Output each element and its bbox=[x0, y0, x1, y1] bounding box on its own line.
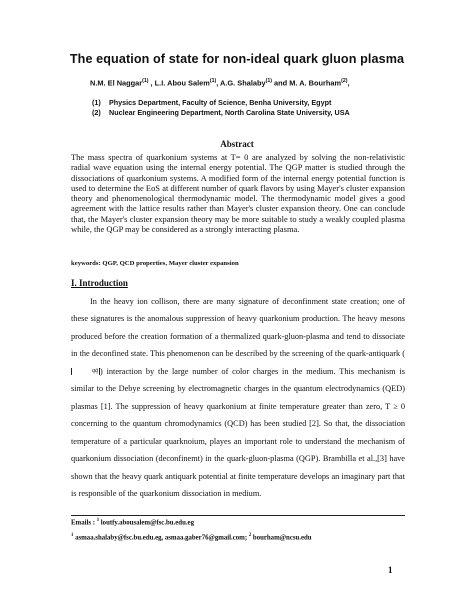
footnote-mark: 1 bbox=[96, 518, 100, 523]
abstract-body: The mass spectra of quarkonium systems at T= 0 are analyzed by solving the non-relativistic radial wave equation using the internal energy potential. The QGP matter is studied through the dissociations of quarkonium systems. A modified form of the internal energy potential function is used to determine the EoS at different number of quark flavors by using Mayer's cluster expansion theory and phenomenological thermodynamic model. The thermodynamic model gives a good agreement with the lattice results rather than Mayer's cluster expansion theory. One can conclude that, the Mayer's cluster expansion theory may be more suitable to study a weakly coupled plasma while, the QGP may be considered as a strongly interacting plasma. bbox=[71, 152, 405, 235]
author-name: L.I. Abou Salem bbox=[154, 78, 210, 88]
author-separator: and bbox=[271, 78, 290, 88]
author-affiliation-mark: (1) bbox=[142, 78, 149, 84]
paper-title: The equation of state for non-ideal quark gluon plasma bbox=[69, 52, 405, 66]
author-name: A.G. Shalaby bbox=[220, 78, 266, 88]
author-separator: , bbox=[347, 78, 350, 88]
introduction-paragraph bbox=[71, 293, 405, 502]
author-separator: , bbox=[148, 78, 155, 88]
intro-text-after: ) interaction by the large number of color charges in the medium. This mechanism is similar to the Debye screening by electromagnetic charges in the quantum electrodynamics (QED) plasmas [1]. The suppression of heavy quarkonium at finite temperature greater than zero, T ≥ 0 concerning to the quantum chromodynamics (QCD) has been studied [2]. So that, the dissociation temperature of a particular quarknoium, playes an important role to understand the mechanism of quarkonium dissociation (deconfinemt) in the quark-gluon-plasma (QGP). Brambilla et al.,[3] have shown that the heavy quark antiquark potential at finite temperature develops an imaginary part that is responsible of the quarkonium dissociation in medium. bbox=[71, 366, 405, 498]
author-list bbox=[90, 78, 430, 87]
email-link: loutfy.abousalem@fsc.bu.edu.eg bbox=[99, 519, 194, 527]
introduction-body bbox=[71, 293, 405, 502]
affiliation-text: Nuclear Engineering Department, North Carolina State University, USA bbox=[109, 108, 350, 117]
intro-text-before: In the heavy ion collison, there are many signature of deconfinment state creation; one of these signatures is the anomalous suppression of heavy quarkonium production. The heavy mesons produced before the creation formation of a thermalized quark-gluon-plasma and tend to dissociate in the deconfined state. This phenomenon can be described by the screening of the quark-antiquark ( bbox=[71, 297, 405, 359]
quark-antiquark-symbol: qq̄ bbox=[71, 368, 100, 375]
page-number: 1 bbox=[388, 565, 393, 575]
footnote-mark: 2 bbox=[248, 533, 252, 538]
section-heading: I. Introduction bbox=[71, 278, 128, 288]
affiliation-line bbox=[92, 108, 432, 117]
affiliation-number: (1) bbox=[92, 98, 101, 107]
footnote-emails-line-2 bbox=[71, 533, 431, 541]
email-links: asmaa.shalaby@fsc.bu.edu.eg, asmaa.gaber76@gmail.com; bbox=[73, 534, 249, 542]
emails-label: Emails : bbox=[71, 519, 97, 527]
author-affiliation-mark: (1) bbox=[209, 78, 217, 84]
footnote-divider bbox=[71, 515, 405, 516]
footnote-mark: 1 bbox=[71, 533, 74, 538]
email-link: bourham@ncsu.edu bbox=[251, 534, 312, 542]
keywords-line: keywords: QGP, QCD properties, Mayer cluster expansion bbox=[71, 260, 239, 267]
author-name: N.M. El Naggar bbox=[90, 78, 143, 88]
author-affiliation-mark: (1) bbox=[265, 78, 272, 84]
footnote-emails bbox=[71, 518, 411, 526]
affiliation-line bbox=[92, 98, 432, 107]
author-name: M. A. Bourham bbox=[289, 78, 342, 88]
author-affiliation-mark: (2) bbox=[341, 78, 348, 84]
author-separator: , bbox=[216, 78, 221, 88]
affiliation-text: Physics Department, Faculty of Science, Benha University, Egypt bbox=[109, 98, 332, 107]
affiliation-number: (2) bbox=[92, 108, 101, 117]
abstract-heading: Abstract bbox=[220, 139, 254, 149]
